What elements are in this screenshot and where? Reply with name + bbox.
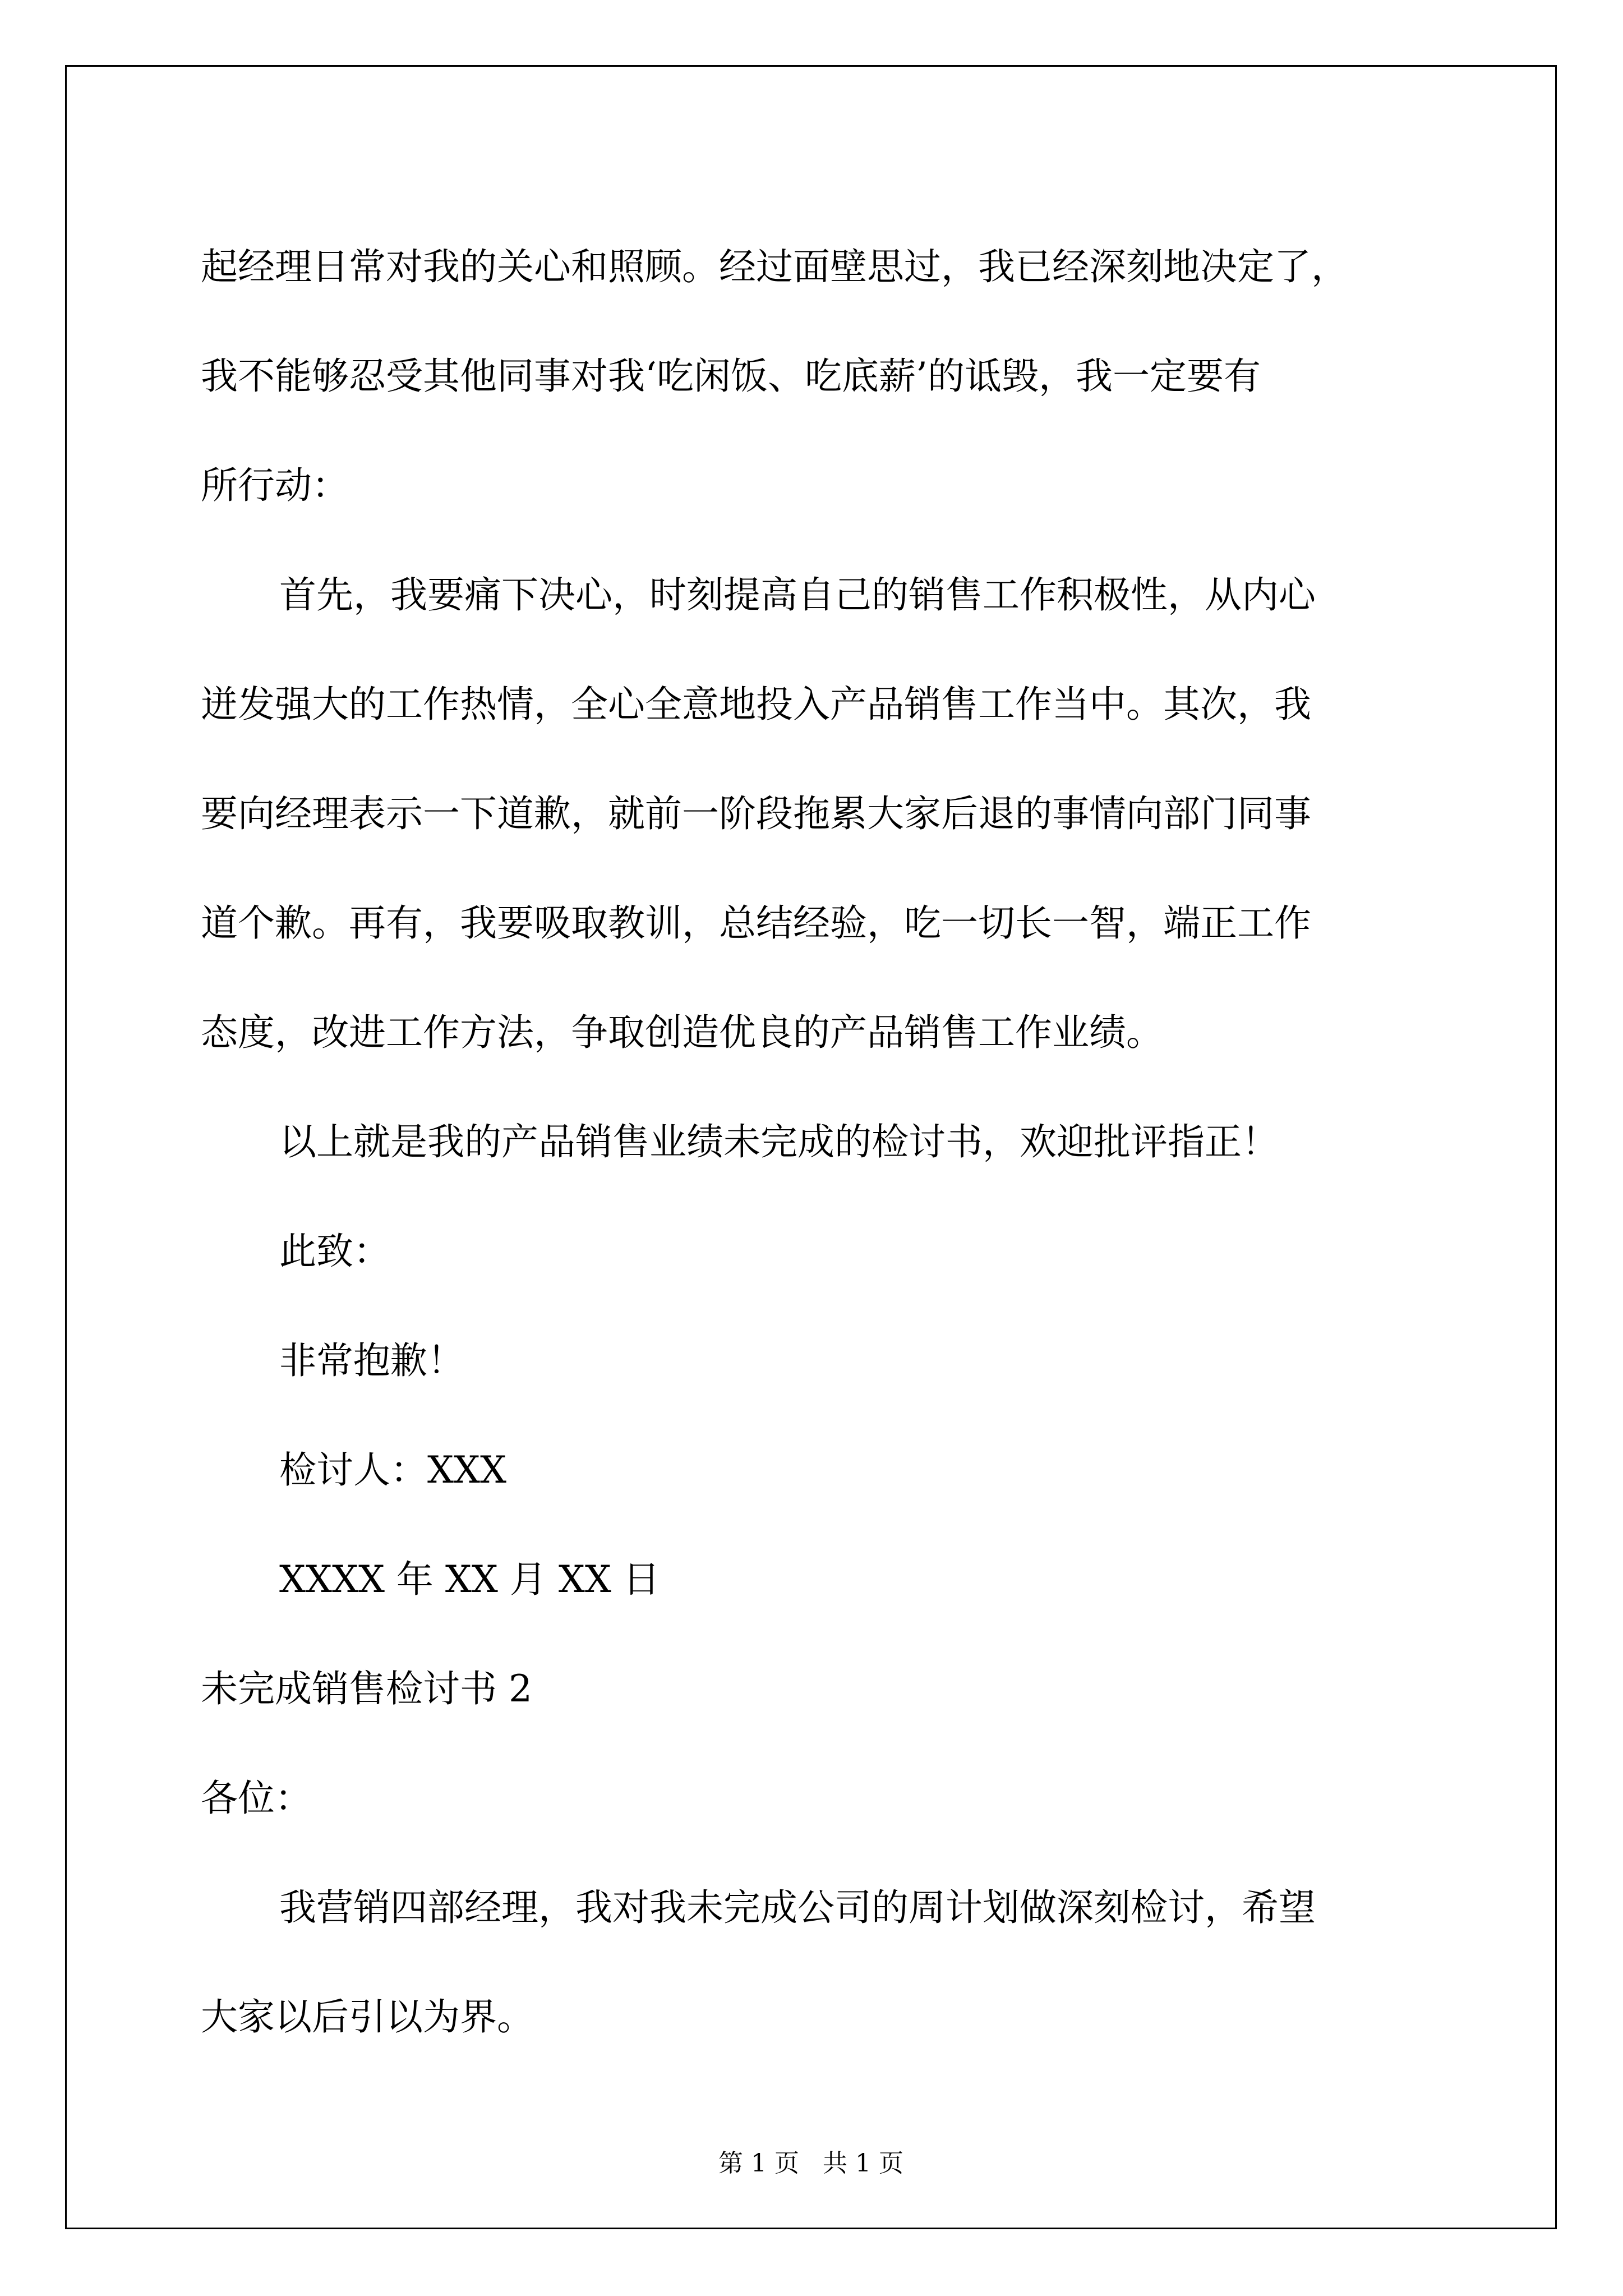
paragraph-line: 起经理日常对我的关心和照顾。经过面壁思过，我已经深刻地决定了， bbox=[201, 245, 1348, 288]
paragraph-line: 要向经理表示一下道歉，就前一阶段拖累大家后退的事情向部门同事 bbox=[201, 792, 1311, 835]
closing-line: 非常抱歉！ bbox=[279, 1339, 464, 1382]
page-footer: 第 1 页 共 1 页 bbox=[718, 2149, 903, 2178]
section-title: 未完成销售检讨书 2 bbox=[201, 1667, 532, 1710]
paragraph-line: 态度，改进工作方法，争取创造优良的产品销售工作业绩。 bbox=[201, 1011, 1163, 1054]
paragraph-line: 道个歉。再有，我要吸取教训，总结经验，吃一切长一智，端正工作 bbox=[201, 901, 1311, 945]
paragraph-line: 迸发强大的工作热情，全心全意地投入产品销售工作当中。其次，我 bbox=[201, 683, 1311, 726]
paragraph-line: 我不能够忍受其他同事对我‘吃闲饭、吃底薪’的诋毁，我一定要有 bbox=[201, 355, 1261, 398]
date-line: XXXX 年 XX 月 XX 日 bbox=[279, 1558, 660, 1601]
document-body bbox=[67, 67, 1555, 2228]
page-border bbox=[65, 65, 1557, 2229]
paragraph-line: 首先，我要痛下决心，时刻提高自己的销售工作积极性，从内心 bbox=[279, 573, 1316, 616]
paragraph-line: 大家以后引以为界。 bbox=[201, 1995, 534, 2039]
signature-line: 检讨人：XXX bbox=[279, 1448, 506, 1492]
closing-salutation: 此致： bbox=[279, 1230, 390, 1273]
paragraph-line: 所行动： bbox=[201, 464, 349, 507]
paragraph-line: 以上就是我的产品销售业绩未完成的检讨书，欢迎批评指正！ bbox=[279, 1120, 1279, 1163]
greeting-line: 各位： bbox=[201, 1777, 312, 1820]
paragraph-line: 我营销四部经理，我对我未完成公司的周计划做深刻检讨，希望 bbox=[279, 1886, 1316, 1929]
